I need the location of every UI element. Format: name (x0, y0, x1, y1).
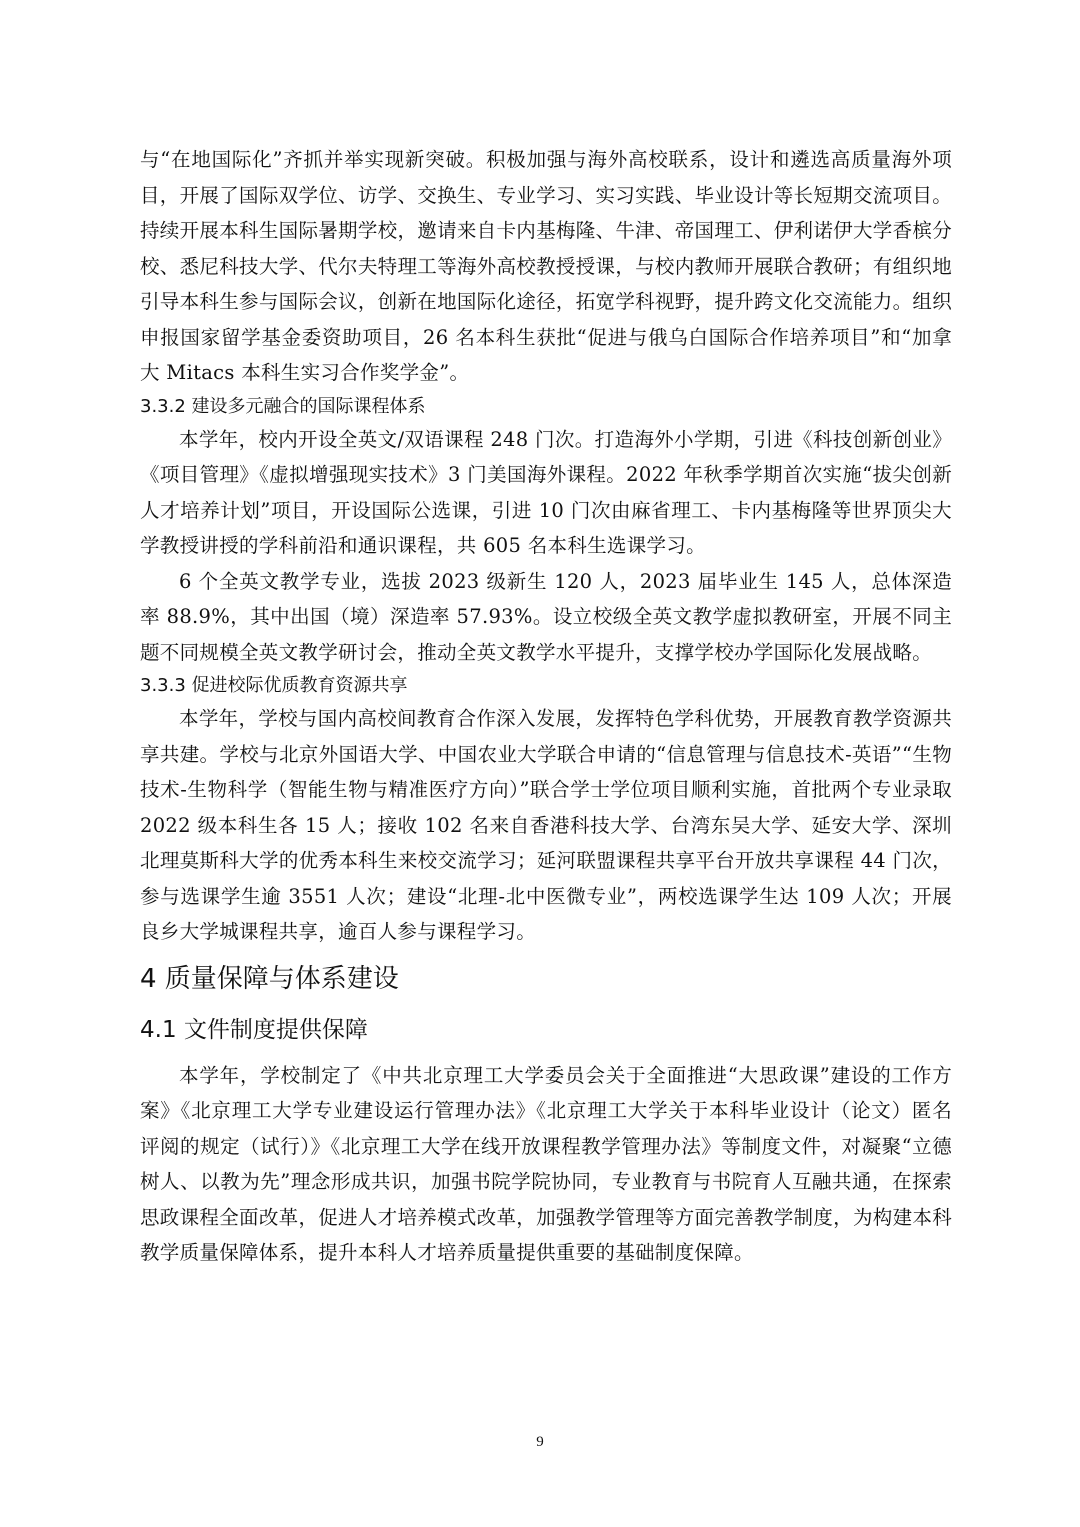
paragraph-international-exchange: 与“在地国际化”齐抓并举实现新突破。积极加强与海外高校联系，设计和遴选高质量海外项目，开展了国际双学位、访学、交换生、专业学习、实习实践、毕业设计等长短期交流项目。持续开展本科生国际暑期学校，邀请来自卡内基梅隆、牛津、帝国理工、伊利诺伊大学香槟分校、悉尼科技大学、代尔夫特理工等海外高校教授授课，与校内教师开展联合教研；有组织地引导本科生参与国际会议，创新在地国际化途径，拓宽学科视野，提升跨文化交流能力。组织申报国家留学基金委资助项目，26 名本科生获批“促进与俄乌白国际合作培养项目”和“加拿大 Mitacs 本科生实习合作奖学金”。 (140, 148, 952, 384)
heading-4-1: 4.1 文件制度提供保障 (140, 1016, 368, 1043)
page-content (140, 142, 952, 1271)
paragraph-english-majors: 6 个全英文教学专业，选拔 2023 级新生 120 人，2023 届毕业生 145 人，总体深造率 88.9%，其中出国（境）深造率 57.93%。设立校级全英文教学虚拟教研室，开展不同主题不同规模全英文教学研讨会，推动全英文教学水平提升，支撑学校办学国际化发展战略。 (140, 569, 952, 664)
paragraph-policy: 本学年，学校制定了《中共北京理工大学委员会关于全面推进“大思政课”建设的工作方案》《北京理工大学专业建设运行管理办法》《北京理工大学关于本科毕业设计（论文）匿名评阅的规定（试行）》《北京理工大学在线开放课程教学管理办法》等制度文件，对凝聚“立德树人、以教为先”理念形成共识，加强书院学院协同，专业教育与书院育人互融共通，在探索思政课程全面改革，促进人才培养模式改革，加强教学管理等方面完善教学制度，为构建本科教学质量保障体系，提升本科人才培养质量提供重要的基础制度保障。 (140, 1063, 952, 1264)
paragraph-resource-sharing: 本学年，学校与国内高校间教育合作深入发展，发挥特色学科优势，开展教育教学资源共享共建。学校与北京外国语大学、中国农业大学联合申请的“信息管理与信息技术-英语”“生物技术-生物科学（智能生物与精准医疗方向）”联合学士学位项目顺利实施，首批两个专业录取 2022 级本科生各 15 人；接收 102 名来自香港科技大学、台湾东吴大学、延安大学、深圳北理莫斯科大学的优秀本科生来校交流学习；延河联盟课程共享平台开放共享课程 44 门次，参与选课学生逾 3551 人次；建设“北理-北中医微专业”，两校选课学生达 109 人次；开展良乡大学城课程共享，逾百人参与课程学习。 (140, 707, 952, 943)
paragraph-courses: 本学年，校内开设全英文/双语课程 248 门次。打造海外小学期，引进《科技创新创业》《项目管理》《虚拟增强现实技术》3 门美国海外课程。2022 年秋季学期首次实施“拔尖创新人才培养计划”项目，开设国际公选课，引进 10 门次由麻省理工、卡内基梅隆等世界顶尖大学教授讲授的学科前沿和通识课程，共 605 名本科生选课学习。 (140, 427, 952, 557)
heading-3-3-2: 3.3.2 建设多元融合的国际课程体系 (140, 395, 426, 417)
heading-3-3-3: 3.3.3 促进校际优质教育资源共享 (140, 675, 408, 696)
heading-section-4: 4 质量保障与体系建设 (140, 963, 399, 994)
page-number: 9 (536, 1434, 544, 1450)
